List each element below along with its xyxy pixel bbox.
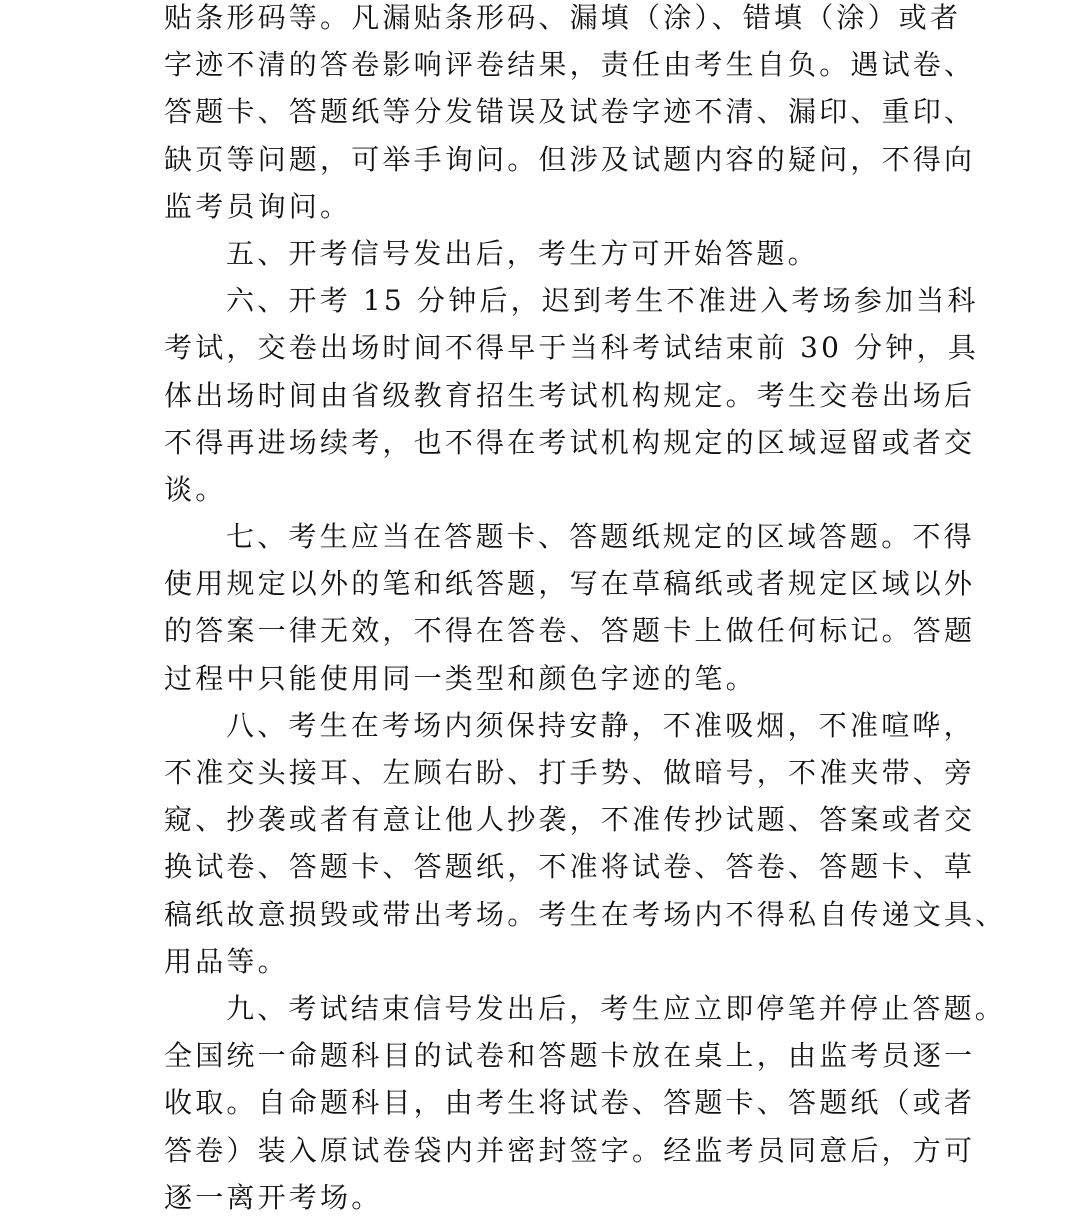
text-line: 全国统一命题科目的试卷和答题卡放在桌上，由监考员逐一 [164,1039,976,1073]
text-line: 逐一离开考场。 [164,1180,383,1214]
text-line: 使用规定以外的笔和纸答题，写在草稿纸或者规定区域以外 [164,567,976,601]
text-line: 监考员询问。 [164,189,352,223]
text-line: 答题卡、答题纸等分发错误及试卷字迹不清、漏印、重印、 [164,95,976,129]
text-line: 用品等。 [164,944,289,978]
text-line: 收取。自命题科目，由考生将试卷、答题卡、答题纸（或者 [164,1086,976,1120]
text-line: 八、考生在考场内须保持安静，不准吸烟，不准喧哗， [226,708,975,742]
text-line: 九、考试结束信号发出后，考生应立即停笔并停止答题。 [226,991,1007,1025]
text-line: 七、考生应当在答题卡、答题纸规定的区域答题。不得 [226,520,975,554]
text-line: 体出场时间由省级教育招生考试机构规定。考生交卷出场后 [164,378,976,412]
text-line: 谈。 [164,472,227,506]
text-line: 稿纸故意损毁或带出考场。考生在考场内不得私自传递文具、 [164,897,1007,931]
text-line: 五、开考信号发出后，考生方可开始答题。 [226,236,819,270]
text-line: 缺页等问题，可举手询问。但涉及试题内容的疑问，不得向 [164,142,976,176]
text-line: 字迹不清的答卷影响评卷结果，责任由考生自负。遇试卷、 [164,48,976,82]
text-line: 不得再进场续考，也不得在考试机构规定的区域逗留或者交 [164,425,976,459]
document-body [164,0,1007,1221]
text-line: 窥、抄袭或者有意让他人抄袭，不准传抄试题、答案或者交 [164,803,976,837]
text-line: 答卷）装入原试卷袋内并密封签字。经监考员同意后，方可 [164,1133,976,1167]
text-line: 六、开考 15 分钟后，迟到考生不准进入考场参加当科 [226,284,979,318]
text-line: 贴条形码等。凡漏贴条形码、漏填（涂）、错填（涂）或者 [164,1,962,34]
text-line: 不准交头接耳、左顾右盼、打手势、做暗号，不准夹带、旁 [164,756,976,789]
text-line: 考试，交卷出场时间不得早于当科考试结束前 30 分钟，具 [164,331,980,365]
text-line: 的答案一律无效，不得在答卷、答题卡上做任何标记。答题 [164,614,976,648]
text-line: 过程中只能使用同一类型和颜色字迹的笔。 [164,661,757,695]
text-line: 换试卷、答题卡、答题纸，不准将试卷、答卷、答题卡、草 [164,850,976,884]
